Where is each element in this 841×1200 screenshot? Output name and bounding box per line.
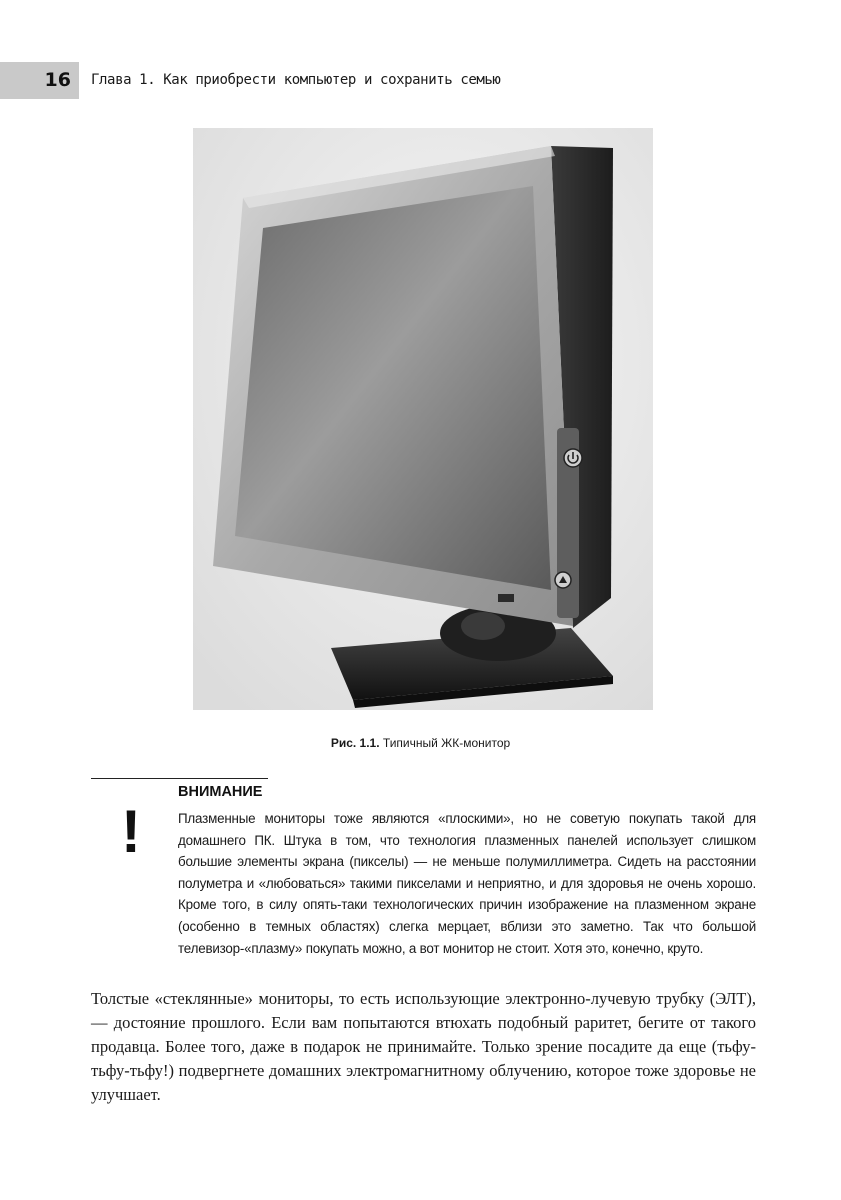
brand-plate bbox=[498, 594, 514, 602]
exclamation-icon: ! bbox=[121, 798, 141, 865]
running-head: Глава 1. Как приобрести компьютер и сохранить семью bbox=[91, 72, 501, 88]
warning-text: Плазменные мониторы тоже являются «плоскими», но не советую покупать такой для домашнего ПК. Штука в том, что технология плазменных панелей использует слишком большие элементы экрана (пикселы) — не меньше полумиллиметра. Сидеть на расстоянии полуметра и «любоваться» такими пикселами и неприятно, и для здоровья не очень хорошо. Кроме того, в силу опять-таки технологических причин изображение на плазменном экране (особенно в темных областях) слегка мерцает, вблизи это заметно. Так что большой телевизор-«плазму» покупать можно, а вот монитор не стоит. Хотя это, конечно, круто. bbox=[178, 811, 756, 956]
monitor-screen bbox=[235, 186, 551, 590]
figure-label: Рис. 1.1. bbox=[330, 736, 380, 750]
figure-lcd-monitor bbox=[193, 128, 653, 710]
lcd-monitor-photo bbox=[193, 128, 653, 710]
figure-caption bbox=[0, 736, 841, 750]
warning-title: ВНИМАНИЕ bbox=[178, 784, 263, 800]
page-number-block bbox=[0, 62, 79, 99]
warning-rule bbox=[91, 778, 268, 779]
page-number: 16 bbox=[44, 69, 71, 91]
body-paragraph: Толстые «стеклянные» мониторы, то есть использующие электронно-лучевую трубку (ЭЛТ), — достояние прошлого. Если вам попытаются втюхать подобный раритет, бегите от такого продавца. Более того, даже в подарок не принимайте. Только зрение посадите да еще (тьфу-тьфу-тьфу!) подвергнете домашних электромагнитному облучению, которое тоже здоровье не улучшает. bbox=[91, 989, 756, 1104]
figure-caption-text: Типичный ЖК-монитор bbox=[382, 736, 511, 750]
